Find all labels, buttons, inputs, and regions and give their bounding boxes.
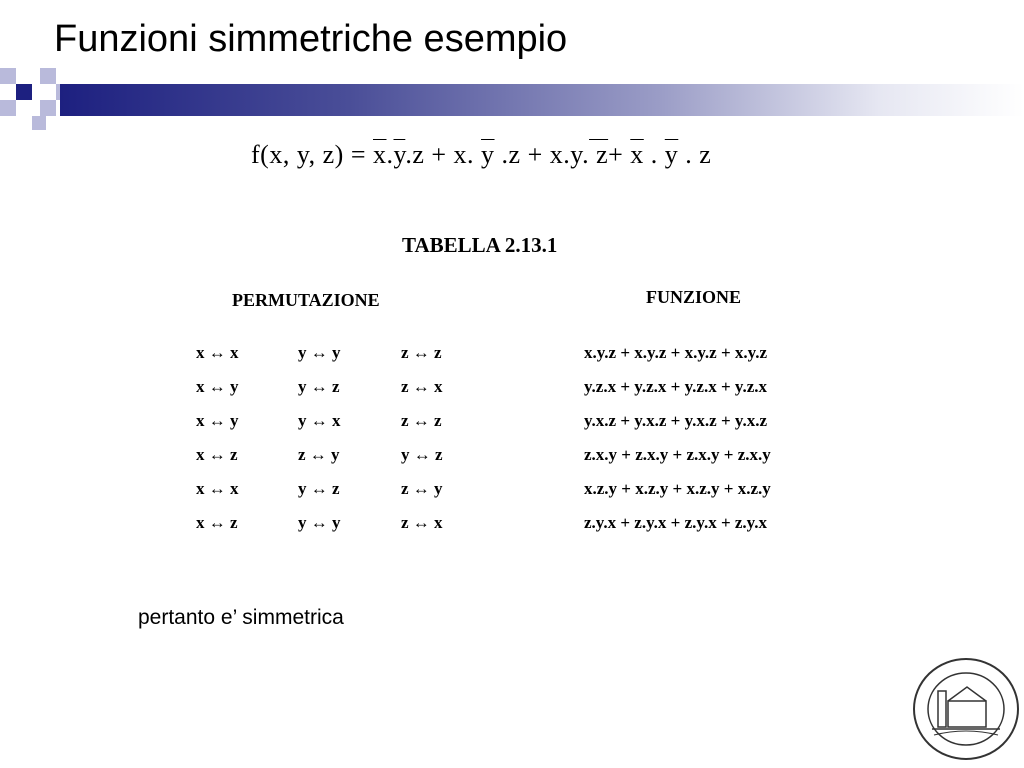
permutation-cell: z ↔ y: [298, 445, 340, 464]
table-caption: TABELLA 2.13.1: [402, 233, 558, 257]
permutation-cell: y ↔ y: [298, 343, 341, 362]
formula-lhs: f(x, y, z) =: [251, 140, 373, 169]
permutation-cell: z ↔ z: [401, 343, 442, 362]
permutation-cell: x ↔ z: [196, 513, 238, 532]
deco-square: [0, 68, 16, 84]
permutation-column-header: PERMUTAZIONE: [232, 290, 380, 310]
function-row: x.z.y + x.z.y + x.z.y + x.z.y: [584, 479, 771, 498]
permutation-cell: z ↔ x: [401, 377, 443, 396]
permutation-cell: y ↔ z: [401, 445, 443, 464]
permutation-cell: x ↔ z: [196, 445, 238, 464]
formula-term: $\overline{x}.\overline{y}.z$: [373, 140, 425, 169]
deco-square: [40, 68, 56, 84]
page-title: Funzioni simmetriche esempio: [54, 18, 568, 60]
symmetric-function-formula: [251, 140, 711, 170]
permutation-cell: x ↔ x: [196, 479, 239, 498]
function-row: y.z.x + y.z.x + y.z.x + y.z.x: [584, 377, 767, 396]
deco-square: [32, 116, 46, 130]
permutation-cell: x ↔ x: [196, 343, 239, 362]
header-gradient-bar: [60, 84, 1024, 116]
function-row: x.y.z + x.y.z + x.y.z + x.y.z: [584, 343, 767, 362]
deco-square: [16, 84, 32, 100]
formula-term: + $\overline{x}$ . $\overline{y}$ . z: [608, 140, 712, 169]
formula-term: + x.y. z: [520, 140, 609, 169]
permutation-cell: z ↔ y: [401, 479, 443, 498]
university-seal-logo: [912, 657, 1020, 761]
permutation-cell: y ↔ y: [298, 513, 341, 532]
permutation-cell: y ↔ z: [298, 377, 340, 396]
function-row: z.x.y + z.x.y + z.x.y + z.x.y: [584, 445, 771, 464]
function-column-header: FUNZIONE: [646, 287, 742, 307]
deco-square: [0, 100, 16, 116]
function-row: z.y.x + z.y.x + z.y.x + z.y.x: [584, 513, 767, 532]
permutation-cell: x ↔ y: [196, 411, 239, 430]
function-row: y.x.z + y.x.z + y.x.z + y.x.z: [584, 411, 767, 430]
permutation-cell: z ↔ x: [401, 513, 443, 532]
permutation-cell: z ↔ z: [401, 411, 442, 430]
permutation-cell: x ↔ y: [196, 377, 239, 396]
conclusion-text: pertanto e’ simmetrica: [138, 606, 344, 629]
permutation-cell: y ↔ x: [298, 411, 341, 430]
permutation-cell: y ↔ z: [298, 479, 340, 498]
deco-square: [40, 100, 56, 116]
formula-term: + x. $\overline{y}$ .z: [424, 140, 521, 169]
